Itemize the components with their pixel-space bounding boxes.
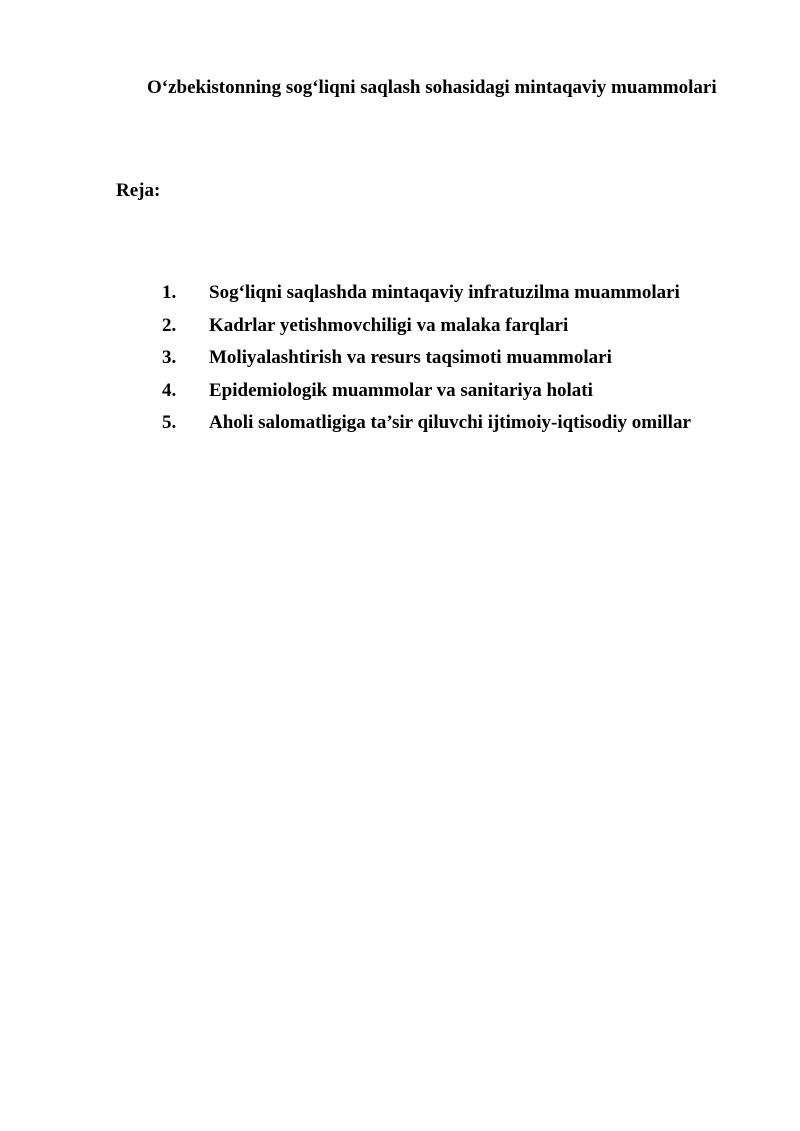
plan-item-text: Moliyalashtirish va resurs taqsimoti muammolari	[209, 347, 612, 368]
document-title: O‘zbekistonning sog‘liqni saqlash sohasidagi mintaqaviy muammolari	[147, 77, 717, 98]
plan-item-text: Sog‘liqni saqlashda mintaqaviy infratuzilma muammolari	[209, 282, 680, 303]
plan-item-text: Aholi salomatligiga ta’sir qiluvchi ijtimoiy-iqtisodiy omillar	[209, 412, 691, 433]
plan-item-number: 3.	[162, 347, 177, 368]
plan-item-text: Epidemiologik muammolar va sanitariya holati	[209, 379, 593, 401]
plan-item-text: Kadrlar yetishmovchiligi va malaka farqlari	[209, 314, 569, 336]
plan-item-number: 4.	[162, 379, 177, 401]
plan-item-number: 1.	[162, 282, 177, 303]
plan-item-number: 5.	[162, 412, 177, 433]
plan-heading: Reja:	[116, 180, 161, 201]
plan-item-number: 2.	[162, 314, 177, 336]
